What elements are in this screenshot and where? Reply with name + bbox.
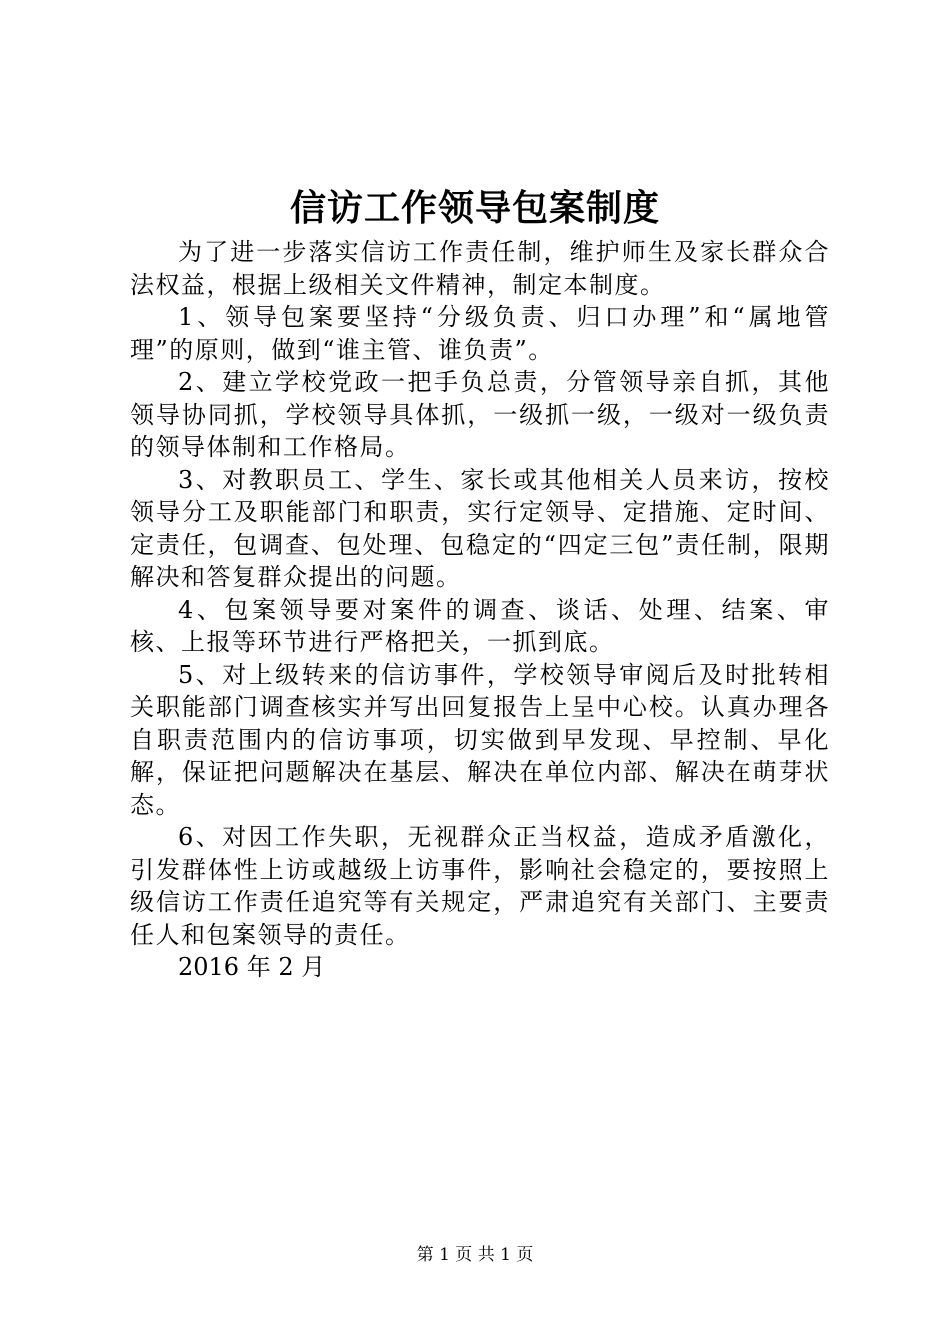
paragraph-item-3: 3、对教职员工、学生、家长或其他相关人员来访，按校领导分工及职能部门和职责，实行定领导、定措施、定时间、定责任，包调查、包处理、包稳定的“四定三包”责任制，限期解决和答复群众提出的问题。	[130, 465, 830, 591]
page-footer: 第 1 页 共 1 页	[416, 1245, 534, 1265]
paragraph-item-2: 2、建立学校党政一把手负总责，分管领导亲自抓，其他领导协同抓，学校领导具体抓，一级抓一级，一级对一级负责的领导体制和工作格局。	[130, 368, 830, 461]
paragraph-item-4: 4、包案领导要对案件的调查、谈话、处理、结案、审核、上报等环节进行严格把关，一抓到底。	[130, 595, 830, 656]
paragraph-item-6: 6、对因工作失职，无视群众正当权益，造成矛盾激化，引发群体性上访或越级上访事件，影响社会稳定的，要按照上级信访工作责任追究等有关规定，严肃追究有关部门、主要责任人和包案领导的责任。	[130, 823, 830, 949]
document-title: 信访工作领导包案制度	[289, 187, 660, 229]
paragraph-item-5: 5、对上级转来的信访事件，学校领导审阅后及时批转相关职能部门调查核实并写出回复报告上呈中心校。认真办理各自职责范围内的信访事项，切实做到早发现、早控制、早化解，保证把问题解决在基层、解决在单位内部、解决在萌芽状态。	[130, 660, 830, 819]
paragraph-item-1: 1、领导包案要坚持“分级负责、归口办理”和“属地管理”的原则，做到“谁主管、谁负责”。	[130, 303, 830, 364]
document-date: 2016 年 2 月	[178, 953, 326, 981]
document-body	[130, 236, 830, 984]
paragraph-intro: 为了进一步落实信访工作责任制，维护师生及家长群众合法权益，根据上级相关文件精神，制定本制度。	[130, 238, 830, 299]
